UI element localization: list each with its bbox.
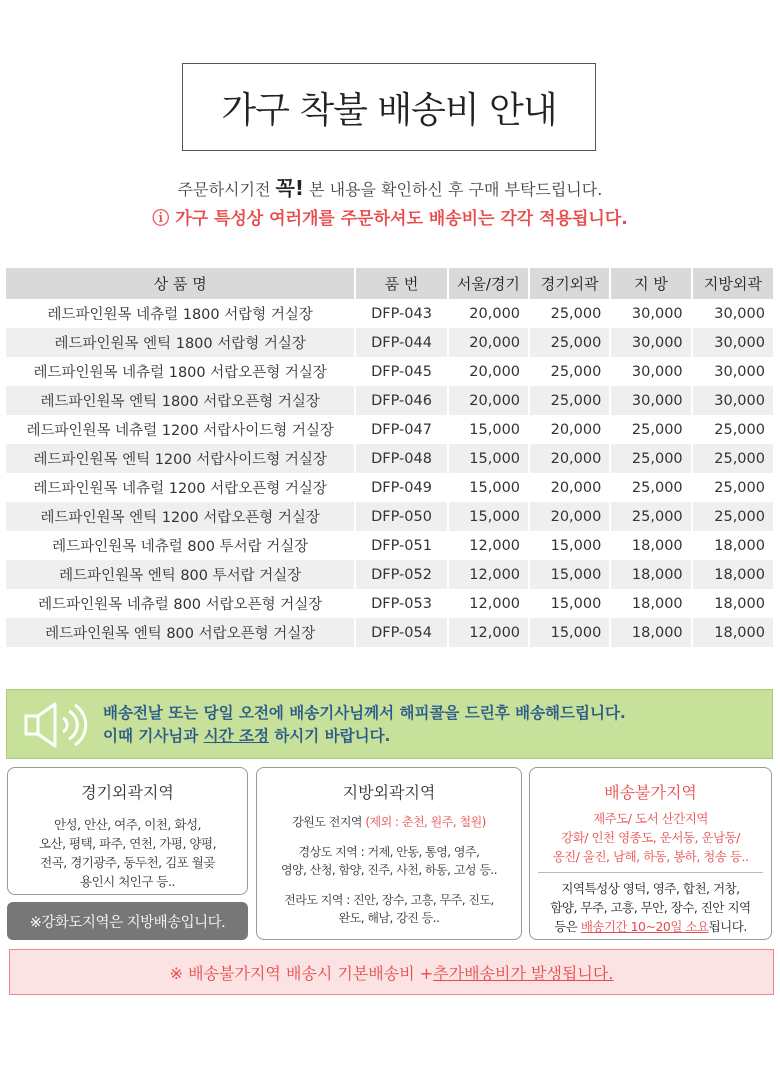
cell-product-name: 레드파인원목 네츄럴 800 서랍오픈형 거실장: [6, 589, 355, 618]
notice-text-pre: 주문하시기전: [177, 180, 276, 199]
region-gangwon-text: 강원도 전지역: [292, 815, 366, 829]
cell-local: 18,000: [610, 560, 691, 589]
cell-gyeonggi-outer: 15,000: [529, 531, 610, 560]
region-gyeonggi-list: [8, 815, 247, 891]
speaker-icon: [23, 698, 93, 752]
cell-local: 30,000: [610, 357, 691, 386]
delivery-notice-bar: [6, 689, 773, 759]
cell-local: 30,000: [610, 299, 691, 328]
cell-product-code: DFP-043: [355, 299, 447, 328]
cell-product-code: DFP-046: [355, 386, 447, 415]
cell-seoul-gyeonggi: 15,000: [448, 444, 529, 473]
cell-gyeonggi-outer: 25,000: [529, 357, 610, 386]
cell-seoul-gyeonggi: 20,000: [448, 386, 529, 415]
region-jeolla-line: 전라도 지역 : 진안, 장수, 고흥, 무주, 진도,: [284, 893, 494, 907]
region-local-outer: [256, 767, 522, 940]
cell-local: 25,000: [610, 473, 691, 502]
cell-product-code: DFP-048: [355, 444, 447, 473]
cell-local-outer: 25,000: [714, 421, 765, 438]
cell-product-code: DFP-045: [355, 357, 447, 386]
cell-product-code: DFP-049: [355, 473, 447, 502]
region-unavailable-title: 배송불가지역: [604, 783, 697, 802]
region-gyeonggi-outer: [7, 767, 248, 895]
cell-seoul-gyeonggi: 20,000: [448, 328, 529, 357]
table-row: [6, 444, 773, 473]
cell-product-code: DFP-047: [355, 415, 447, 444]
table-row: [6, 531, 773, 560]
cell-seoul-gyeonggi: 12,000: [448, 589, 529, 618]
delivery-line-2-pre: 이때 기사님과: [103, 727, 204, 745]
header-local: 지 방: [610, 268, 691, 299]
region-gangwon-exclude: (제외 : 춘천, 원주, 철원): [365, 815, 486, 829]
cell-product-name: 레드파인원목 네츄럴 1200 서랍오픈형 거실장: [6, 473, 355, 502]
delivery-notice-text: [103, 702, 626, 748]
cell-gyeonggi-outer: 15,000: [529, 589, 610, 618]
cell-product-name: 레드파인원목 네츄럴 1200 서랍사이드형 거실장: [6, 415, 355, 444]
header-gyeonggi-outer: 경기외곽: [529, 268, 610, 299]
table-row: [6, 618, 773, 647]
header-local-outer: 지방외곽: [692, 268, 773, 299]
cell-gyeonggi-outer: 20,000: [529, 473, 610, 502]
region-gyeonggi-line: 용인시 처인구 등..: [80, 874, 175, 889]
cell-local: 25,000: [610, 502, 691, 531]
cell-product-name: 레드파인원목 네츄럴 1800 서랍형 거실장: [6, 299, 355, 328]
cell-local-outer: 30,000: [692, 328, 773, 357]
region-unavailable-list: [530, 809, 771, 866]
notice-line-2: ⓘ 가구 특성상 여러개를 주문하셔도 배송비는 각각 적용됩니다.: [152, 209, 628, 229]
table-row: [6, 589, 773, 618]
notice-emphasis: 꼭!: [275, 176, 304, 200]
table-row: [6, 299, 773, 328]
cell-gyeonggi-outer: 25,000: [529, 299, 610, 328]
cell-seoul-gyeonggi: 15,000: [448, 415, 529, 444]
cell-gyeonggi-outer: 25,000: [529, 328, 610, 357]
cell-product-name: 레드파인원목 엔틱 800 서랍오픈형 거실장: [6, 618, 355, 647]
cell-local: 18,000: [610, 618, 691, 647]
cell-seoul-gyeonggi: 12,000: [448, 531, 529, 560]
cell-seoul-gyeonggi: 12,000: [448, 618, 529, 647]
cell-seoul-gyeonggi: 20,000: [448, 299, 529, 328]
region-unavailable: [529, 767, 772, 940]
region-unavailable-line: 제주도/ 도서 산간지역: [593, 811, 708, 826]
cell-product-code: DFP-050: [355, 502, 447, 531]
region-long-delivery-line: 함양, 무주, 고흥, 무안, 장수, 진안 지역: [550, 900, 751, 915]
cell-product-name: 레드파인원목 엔틱 1800 서랍오픈형 거실장: [6, 386, 355, 415]
table-row: [6, 502, 773, 531]
cell-gyeonggi-outer: 15,000: [529, 618, 610, 647]
cell-product-name: 레드파인원목 네츄럴 1800 서랍오픈형 거실장: [6, 357, 355, 386]
page-title: 가구 착불 배송비 안내: [182, 63, 596, 151]
cell-product-name: 레드파인원목 엔틱 800 투서랍 거실장: [6, 560, 355, 589]
header-product-name: 상 품 명: [6, 268, 355, 299]
cell-seoul-gyeonggi: 12,000: [448, 560, 529, 589]
region-gyeongsang-line: 영양, 산청, 함양, 진주, 사천, 하동, 고성 등..: [280, 863, 498, 877]
cell-local-outer: 25,000: [692, 502, 773, 531]
cell-gyeonggi-outer: 15,000: [529, 560, 610, 589]
table-row: [6, 560, 773, 589]
delivery-line-2: [103, 725, 626, 748]
region-local-title: 지방외곽지역: [342, 783, 436, 802]
cell-local-outer: 25,000: [714, 479, 765, 496]
cell-local-outer: 18,000: [714, 537, 765, 554]
region-gangwon: [257, 813, 521, 831]
cell-local-outer: 30,000: [714, 305, 765, 322]
cell-gyeonggi-outer: 20,000: [529, 502, 610, 531]
cell-local-outer: 18,000: [692, 618, 773, 647]
region-jeolla-line: 완도, 해남, 강진 등..: [338, 911, 440, 925]
table-header-row: [6, 268, 773, 299]
region-gyeonggi-title: 경기외곽지역: [81, 783, 174, 802]
region-long-delivery-period: [530, 917, 771, 936]
cell-local: 18,000: [610, 531, 691, 560]
cell-local: 25,000: [610, 444, 691, 473]
cell-local: 30,000: [610, 386, 691, 415]
header-seoul-gyeonggi: 서울/경기: [448, 268, 529, 299]
cell-product-code: DFP-054: [355, 618, 447, 647]
cell-seoul-gyeonggi: 20,000: [448, 357, 529, 386]
cell-local-outer: 30,000: [692, 386, 773, 415]
period-post: 됩니다.: [708, 919, 747, 934]
cell-product-name: 레드파인원목 엔틱 1200 서랍사이드형 거실장: [6, 444, 355, 473]
cell-product-name: 레드파인원목 네츄럴 800 투서랍 거실장: [6, 531, 355, 560]
notice-line-1: [0, 172, 780, 201]
table-row: [6, 328, 773, 357]
cell-local: 30,000: [610, 328, 691, 357]
delivery-time-adjust: 시간 조정: [203, 727, 269, 745]
cell-product-name: 레드파인원목 엔틱 1200 서랍오픈형 거실장: [6, 502, 355, 531]
cell-seoul-gyeonggi: 15,000: [448, 502, 529, 531]
delivery-period-highlight: 배송기간 10~20일 소요: [580, 919, 709, 934]
region-gyeonggi-line: 안성, 안산, 여주, 이천, 화성,: [53, 817, 201, 832]
region-gyeongsang: [257, 843, 521, 879]
price-table: [6, 268, 773, 647]
ganghwa-badge: ※강화도지역은 지방배송입니다.: [7, 902, 248, 940]
table-body: [6, 299, 773, 647]
delivery-line-1: 배송전날 또는 당일 오전에 배송기사님께서 해피콜을 드린후 배송해드립니다.: [103, 704, 626, 722]
divider: [538, 872, 763, 873]
region-gyeongsang-line: 경상도 지역 : 거제, 안동, 통영, 영주,: [298, 845, 480, 859]
cell-gyeonggi-outer: 25,000: [529, 386, 610, 415]
period-pre: 등은: [554, 919, 581, 934]
cell-local-outer: 18,000: [692, 560, 773, 589]
table-row: [6, 357, 773, 386]
cell-local-outer: 25,000: [692, 444, 773, 473]
cell-local: 18,000: [610, 589, 691, 618]
cell-product-code: DFP-044: [355, 328, 447, 357]
region-long-delivery: [530, 879, 771, 936]
cell-product-name: 레드파인원목 엔틱 1800 서랍형 거실장: [6, 328, 355, 357]
region-jeolla: [257, 891, 521, 927]
cell-local-outer: 18,000: [714, 595, 765, 612]
cell-product-code: DFP-051: [355, 531, 447, 560]
cell-product-code: DFP-052: [355, 560, 447, 589]
cell-local: 25,000: [610, 415, 691, 444]
notice-text-post: 본 내용을 확인하신 후 구매 부탁드립니다.: [303, 180, 603, 199]
region-unavailable-line: 옹진/ 울진, 남해, 하동, 봉하, 청송 등..: [552, 849, 749, 864]
extra-fee-highlight: 추가배송비가 발생됩니다.: [433, 963, 614, 983]
table-row: [6, 415, 773, 444]
region-gyeonggi-line: 오산, 평택, 파주, 연천, 가평, 양평,: [38, 836, 217, 851]
cell-local-outer: 30,000: [714, 363, 765, 380]
cell-seoul-gyeonggi: 15,000: [448, 473, 529, 502]
region-gyeonggi-line: 전곡, 경기광주, 동두천, 김포 월곶: [40, 855, 215, 870]
delivery-line-2-post: 하시기 바랍니다.: [268, 727, 391, 745]
table-row: [6, 386, 773, 415]
cell-gyeonggi-outer: 20,000: [529, 444, 610, 473]
region-unavailable-line: 강화/ 인천 영종도, 운서동, 운남동/: [561, 830, 740, 845]
cell-product-code: DFP-053: [355, 589, 447, 618]
header-product-code: 품 번: [355, 268, 447, 299]
cell-gyeonggi-outer: 20,000: [529, 415, 610, 444]
extra-fee-pre: ※ 배송불가지역 배송시 기본배송비 +: [169, 963, 434, 983]
region-long-delivery-line: 지역특성상 영덕, 영주, 합천, 거창,: [561, 881, 740, 896]
table-row: [6, 473, 773, 502]
extra-fee-notice: [9, 949, 774, 995]
